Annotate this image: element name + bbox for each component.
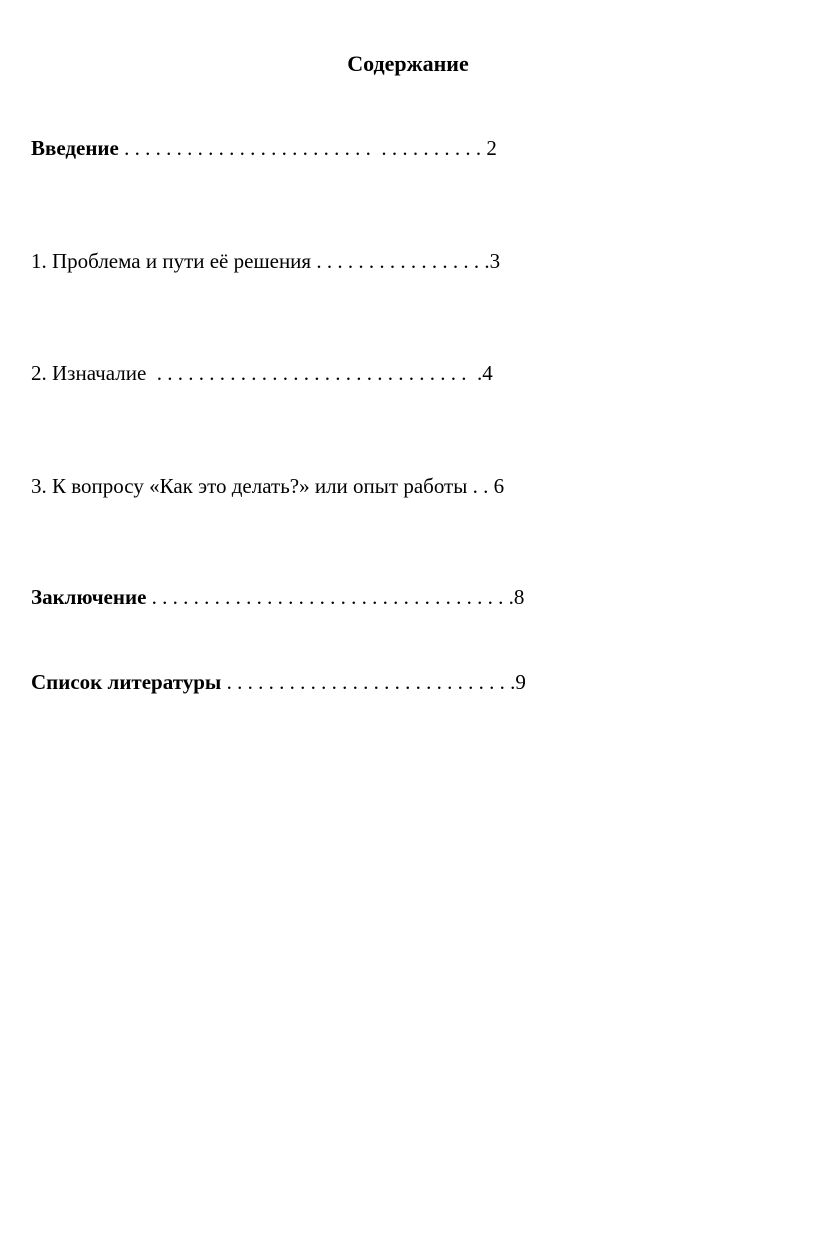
toc-entry-label: 3. К вопросу «Как это делать?» или опыт работы xyxy=(31,474,468,498)
toc-entry-chapter-2 xyxy=(31,359,493,387)
toc-entry-leader: . . . . . . . . . . . . . . . . . . . . . . . . . . . . . . . . . . . xyxy=(146,585,514,609)
toc-entry-introduction xyxy=(31,134,497,162)
page-title: Содержание xyxy=(347,51,469,76)
toc-entry-leader: . . . . . . . . . . . . . . . . . . . . . . . . . . . . xyxy=(221,670,516,694)
toc-entry-label: Введение xyxy=(31,136,119,160)
toc-entry-label: 2. Изначалие xyxy=(31,361,147,385)
toc-entry-label: Список литературы xyxy=(31,670,222,694)
toc-entry-page-number: 4 xyxy=(482,361,493,385)
toc-entry-page-number: 9 xyxy=(515,670,526,694)
toc-entry-label: Заключение xyxy=(31,585,147,609)
toc-entry-leader: . . . . . . . . . . . . . . . . . xyxy=(311,249,490,273)
toc-entry-label: 1. Проблема и пути её решения xyxy=(31,249,312,273)
toc-entry-leader: . . . . . . . . . . . . . . . . . . . . . . . . . . . . . . . xyxy=(146,361,483,385)
toc-entry-page-number: 8 xyxy=(513,585,525,609)
toc-entry-leader: . . . . . . . . . . . . . . . . . . . . . . . . . . . . . . . . . . xyxy=(118,136,487,160)
toc-entry-page-number: 3 xyxy=(489,249,501,273)
toc-entry-chapter-3 xyxy=(31,472,504,500)
toc-entry-bibliography xyxy=(31,668,526,696)
toc-entry-chapter-1 xyxy=(31,247,500,275)
toc-entry-page-number: 6 xyxy=(493,474,505,498)
toc-entry-conclusion xyxy=(31,583,524,611)
toc-entry-page-number: 2 xyxy=(486,136,497,160)
toc-entry-leader: . . xyxy=(467,474,494,498)
